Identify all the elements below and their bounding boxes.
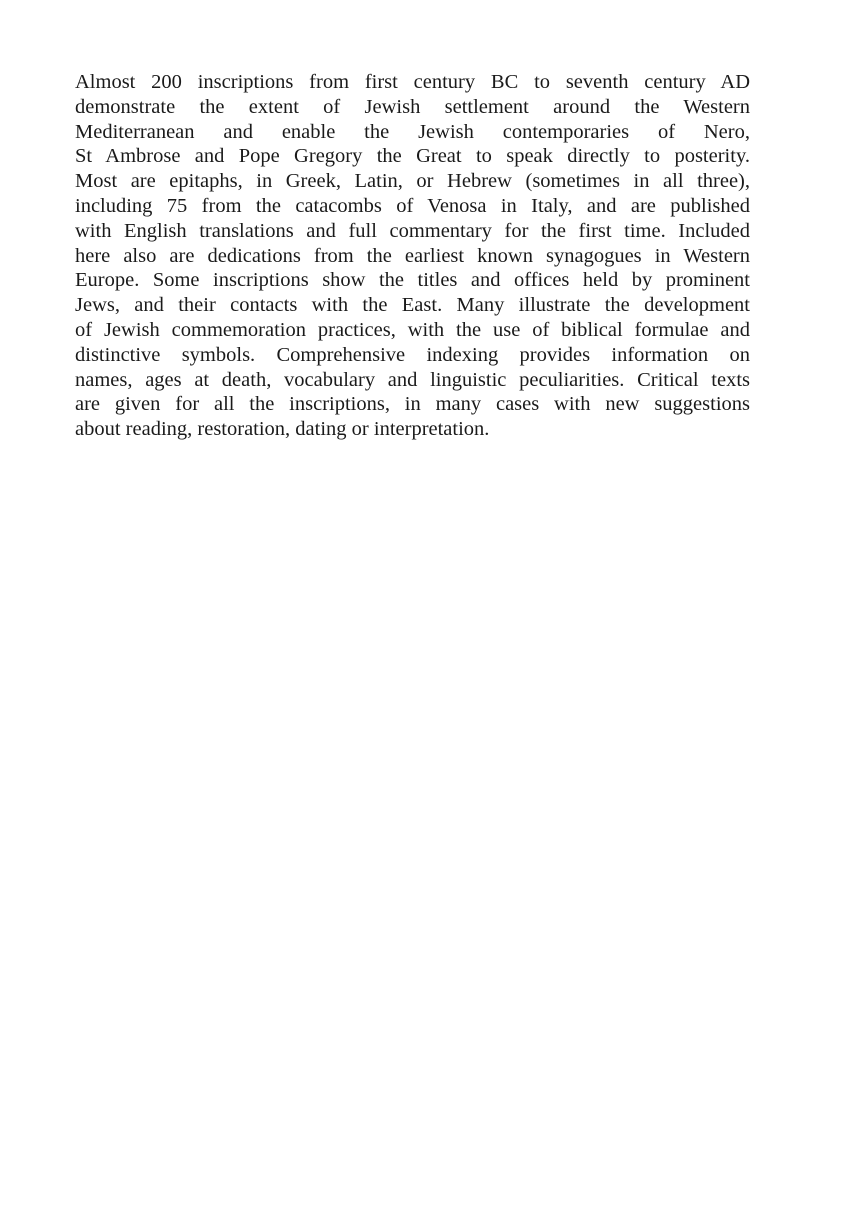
blurb-line-12: distinctive symbols. Comprehensive indexing provides information on xyxy=(75,343,750,366)
blurb-line-15: about reading, restoration, dating or interpretation. xyxy=(75,418,490,441)
blurb-line-8: here also are dedications from the earliest known synagogues in Western xyxy=(75,244,750,267)
blurb-line-9: Europe. Some inscriptions show the titles and offices held by prominent xyxy=(75,269,750,292)
blurb-line-2: demonstrate the extent of Jewish settlement around the Western xyxy=(75,95,750,118)
blurb-line-11: of Jewish commemoration practices, with the use of biblical formulae and xyxy=(75,318,750,341)
blurb-line-5: Most are epitaphs, in Greek, Latin, or Hebrew (sometimes in all three), xyxy=(75,170,750,193)
blurb-line-4: St Ambrose and Pope Gregory the Great to speak directly to posterity. xyxy=(75,145,750,168)
blurb-line-6: including 75 from the catacombs of Venosa in Italy, and are published xyxy=(75,194,750,217)
blurb-line-1: Almost 200 inscriptions from first century BC to seventh century AD xyxy=(75,71,750,93)
blurb-line-3: Mediterranean and enable the Jewish contemporaries of Nero, xyxy=(75,120,750,143)
blurb-line-14: are given for all the inscriptions, in many cases with new suggestions xyxy=(75,393,750,416)
blurb-line-10: Jews, and their contacts with the East. Many illustrate the development xyxy=(75,294,750,317)
blurb-line-7: with English translations and full commentary for the first time. Included xyxy=(75,219,750,242)
blurb-paragraph xyxy=(75,70,750,442)
blurb-line-13: names, ages at death, vocabulary and linguistic peculiarities. Critical texts xyxy=(75,368,750,391)
